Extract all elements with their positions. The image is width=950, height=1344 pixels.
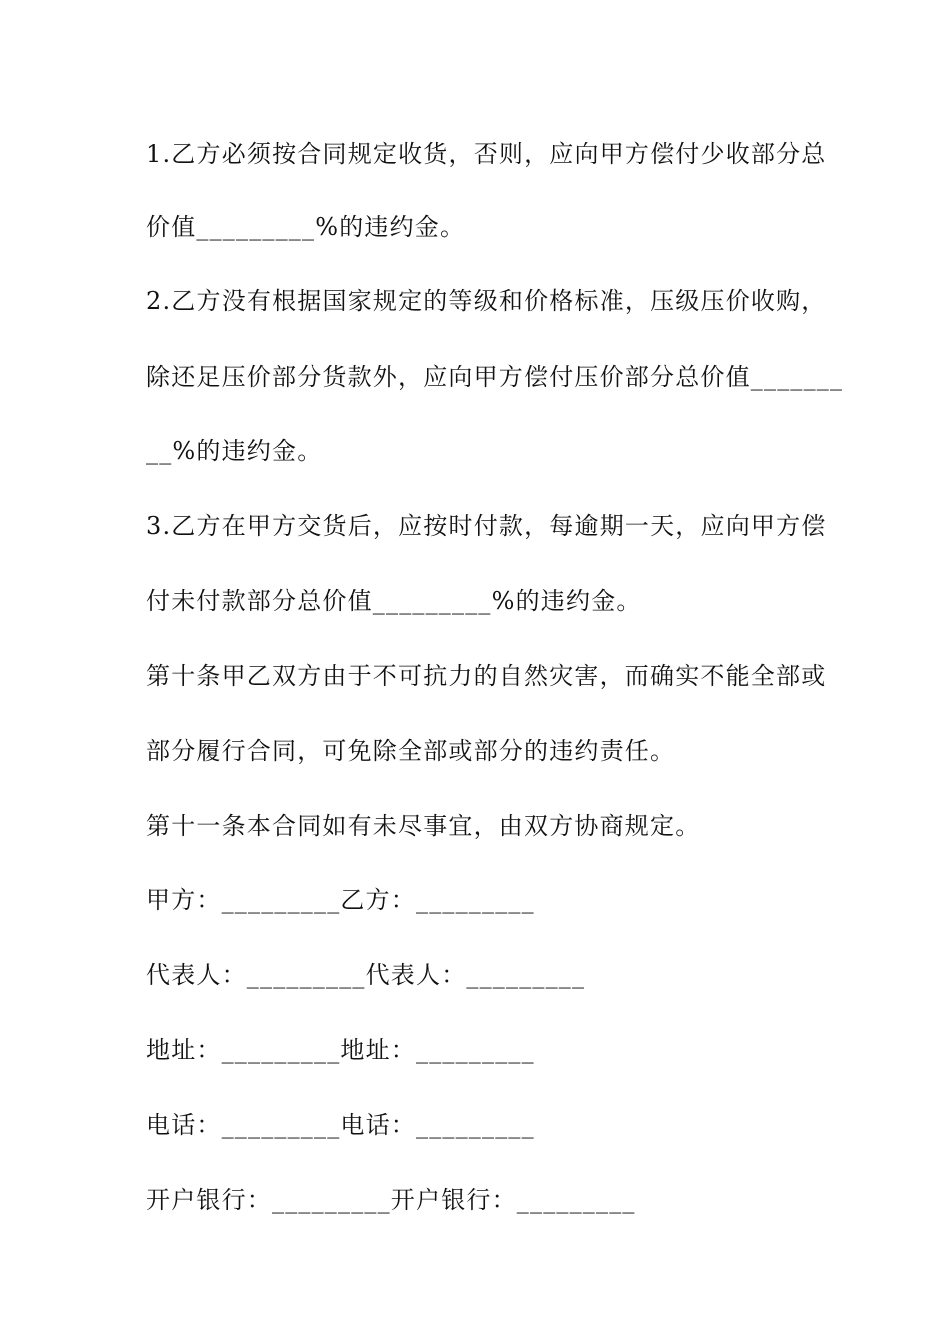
phone-line: 电话：_________电话：_________: [146, 1111, 535, 1139]
address-line: 地址：_________地址：_________: [146, 1036, 535, 1064]
party-signature-line: 甲方：_________乙方：_________: [146, 886, 535, 914]
clause-9-item-3-line-2: 付未付款部分总价值_________%的违约金。: [146, 587, 642, 615]
clause-10-line-1: 第十条甲乙双方由于不可抗力的自然灾害，而确实不能全部或: [146, 662, 827, 690]
representative-line: 代表人：_________代表人：_________: [146, 961, 586, 989]
clause-9-item-2-line-1: 2.乙方没有根据国家规定的等级和价格标准，压级压价收购，: [146, 287, 827, 315]
clause-10-line-2: 部分履行合同，可免除全部或部分的违约责任。: [146, 737, 676, 765]
clause-9-item-2-line-2: 除还足压价部分货款外，应向甲方偿付压价部分总价值_______: [146, 363, 844, 391]
clause-9-item-2-line-3: __%的违约金。: [146, 437, 323, 465]
clause-9-item-3-line-1: 3.乙方在甲方交货后，应按时付款，每逾期一天，应向甲方偿: [146, 512, 827, 540]
bank-line: 开户银行：_________开户银行：_________: [146, 1186, 636, 1214]
clause-9-item-1-line-2: 价值_________%的违约金。: [146, 213, 466, 241]
clause-9-item-1-line-1: 1.乙方必须按合同规定收货，否则，应向甲方偿付少收部分总: [146, 140, 827, 168]
clause-11-line: 第十一条本合同如有未尽事宜，由双方协商规定。: [146, 812, 701, 840]
